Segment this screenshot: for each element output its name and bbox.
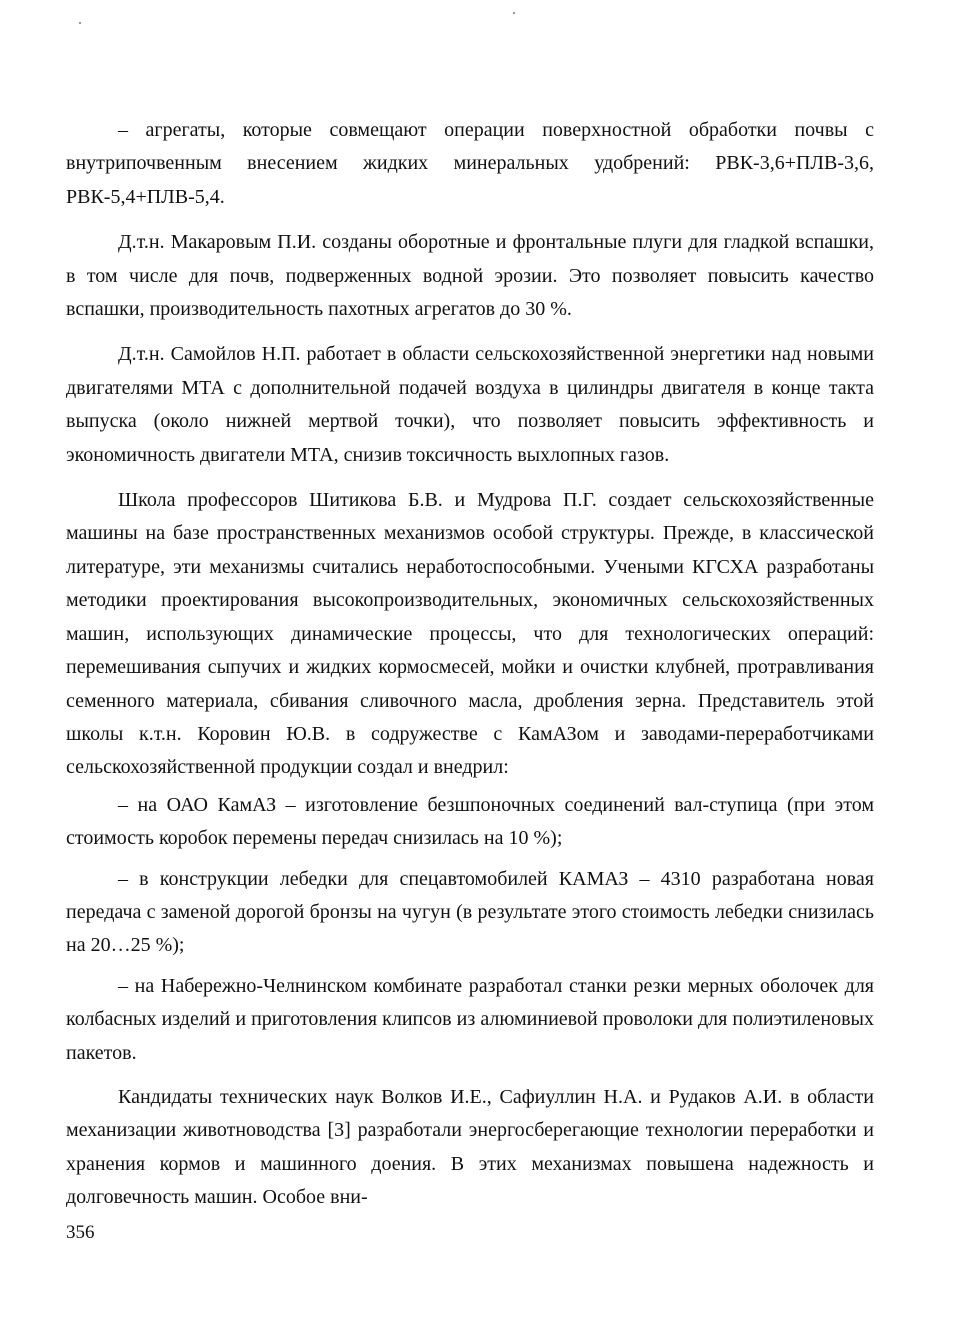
body-text [66, 114, 874, 1215]
list-item-kamaz: – на ОАО КамАЗ – изготовление безшпоночных соединений вал-ступица (при этом стоимость коробок перемены передач снизилась на 10 %); [66, 793, 874, 850]
list-item-winch: – в конструкции лебедки для спецавтомобилей КАМАЗ – 4310 разработана новая передача с заменой дорогой бронзы на чугун (в результате этого стоимость лебедки снизилась на 20…25 %); [66, 867, 874, 957]
scan-speck [79, 22, 81, 24]
paragraph-makarov: Д.т.н. Макаровым П.И. созданы оборотные и фронтальные плуги для гладкой вспашки, в том числе для почв, подверженных водной эрозии. Это позволяет повысить качество вспашки, производительность пахотных агрегатов до 30 %. [66, 231, 874, 321]
page-number: 356 [66, 1222, 95, 1243]
paragraph-samoilov: Д.т.н. Самойлов Н.П. работает в области сельскохозяйственной энергетики над новыми двигателями МТА с дополнительной подачей воздуха в цилиндры двигателя в конце такта выпуска (около нижней мертвой точки), что позволяет повысить эффективность и экономичность двигатели МТА, снизив токсичность выхлопных газов. [66, 343, 874, 466]
paragraph-candidates: Кандидаты технических наук Волков И.Е., Сафиуллин Н.А. и Рудаков А.И. в области механизации животноводства [3] разработали энергосберегающие технологии переработки и хранения кормов и машинного доения. В этих механизмах повышена надежность и долговечность машин. Особое вни- [66, 1085, 874, 1209]
paragraph-school: Школа профессоров Шитикова Б.В. и Мудрова П.Г. создает сельскохозяйственные машины на базе пространственных механизмов особой структуры. Прежде, в классической литературе, эти механизмы считались неработоспособными. Учеными КГСХА разработаны методики проектирования высокопроизводительных, экономичных сельскохозяйственных машин, использующих динамические процессы, что для технологических операций: перемешивания сыпучих и жидких кормосмесей, мойки и очистки клубней, протравливания семенного материала, сбивания сливочного масла, дробления зерна. Представитель этой школы к.т.н. Коровин Ю.В. в содружестве с КамАЗом и заводами-переработчиками сельскохозяйственной продукции создал и внедрил: [66, 489, 874, 779]
scan-speck [513, 12, 515, 14]
list-item-chelny: – на Набережно-Челнинском комбинате разработал станки резки мерных оболочек для колбасных изделий и приготовления клипсов из алюминиевой проволоки для полиэтиленовых пакетов. [66, 974, 874, 1064]
paragraph-aggregates: – агрегаты, которые совмещают операции поверхностной обработки почвы с внутрипочвенным внесением жидких минеральных удобрений: РВК-3,6+ПЛВ-3,6, РВК-5,4+ПЛВ-5,4. [66, 119, 874, 208]
